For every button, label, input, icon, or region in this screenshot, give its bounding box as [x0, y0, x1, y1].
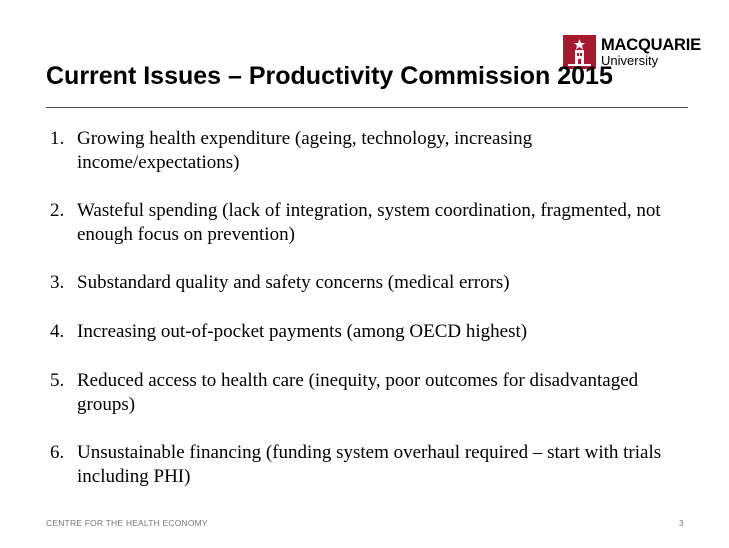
item-text: Wasteful spending (lack of integration, system coordination, fragmented, not enough focus on prevention) [77, 200, 661, 245]
list-item [50, 369, 690, 417]
item-number: 3. [50, 272, 65, 293]
item-number: 5. [50, 370, 65, 391]
issues-list [50, 127, 690, 513]
item-text: Increasing out-of-pocket payments (among OECD highest) [77, 321, 528, 342]
item-number: 4. [50, 321, 65, 342]
item-number: 6. [50, 442, 65, 463]
logo-subtitle: University [601, 52, 659, 68]
list-item [50, 271, 690, 295]
title-divider [46, 107, 688, 108]
list-item [50, 199, 690, 247]
item-text: Reduced access to health care (inequity, poor outcomes for disadvantaged groups) [77, 370, 639, 415]
slide-title: Current Issues – Productivity Commission 2015 [46, 62, 613, 90]
list-item [50, 441, 690, 489]
item-number: 1. [50, 128, 65, 149]
item-text: Growing health expenditure (ageing, technology, increasing income/expectations) [77, 128, 533, 173]
page-number: 3 [679, 518, 684, 528]
item-text: Unsustainable financing (funding system overhaul required – start with trials including PHI) [77, 442, 662, 487]
logo-name: MACQUARIE [601, 35, 701, 54]
footer-organization: CENTRE FOR THE HEALTH ECONOMY [46, 518, 208, 528]
list-item [50, 127, 690, 175]
item-text: Substandard quality and safety concerns (medical errors) [77, 272, 510, 293]
list-item [50, 320, 690, 344]
item-number: 2. [50, 200, 65, 221]
